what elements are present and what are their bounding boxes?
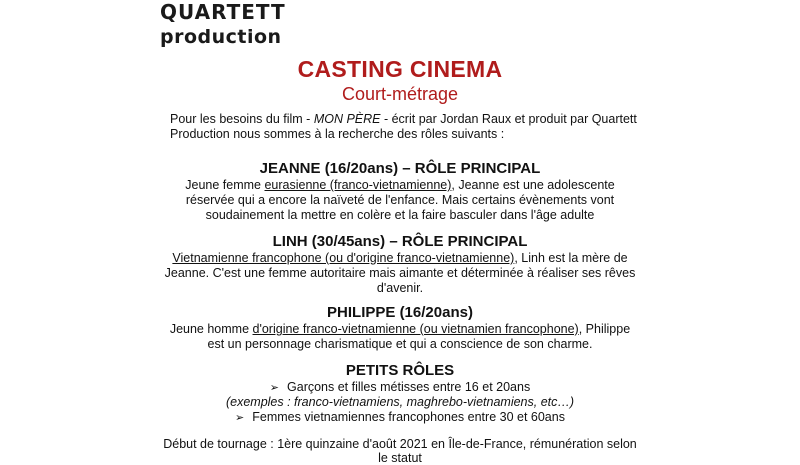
philippe-pre: Jeune homme — [169, 322, 253, 336]
petits-roles-title: PETITS RÔLES — [345, 362, 455, 379]
film-title: MON PÈRE — [313, 112, 381, 126]
role-linh-description — [160, 251, 640, 296]
petits-item-2-text: Femmes vietnamiennes francophones entre 30 et 60ans — [252, 410, 565, 424]
page-subtitle: Court-métrage — [341, 84, 459, 104]
logo-line1: QUARTETT — [160, 0, 286, 24]
petits-examples: (exemples : franco-vietnamiens, maghrebo-vietnamiens, etc…) — [225, 395, 575, 409]
role-philippe-title: PHILIPPE (16/20ans) — [327, 304, 473, 321]
cut-off-footer-line: Début de tournage : 1ère quinzaine d'août 2021 en Île-de-France, rémunération selon le statut — [163, 437, 637, 465]
philippe-post: , Philippe est un personnage charismatique et qui a conscience de son charme. — [207, 322, 631, 351]
linh-post: , Linh est la mère de Jeanne. C'est une femme autoritaire mais aimante et déterminée à réaliser ses rêves d'avenir. — [164, 251, 636, 295]
intro-post: - écrit par Jordan Raux et produit par Quartett Production nous sommes à la recherche des rôles suivants : — [170, 112, 637, 141]
role-linh-title: LINH (30/45ans) – RÔLE PRINCIPAL — [272, 233, 528, 250]
linh-origin: Vietnamienne francophone (ou d'origine franco-vietnamienne) — [172, 251, 515, 265]
petits-item-1-text: Garçons et filles métisses entre 16 et 20ans — [287, 380, 531, 394]
petits-item-2 — [0, 410, 800, 426]
role-jeanne-description — [160, 178, 640, 223]
petits-item-1 — [0, 380, 800, 396]
logo-line2: production — [160, 26, 282, 48]
quartett-logo — [160, 2, 286, 47]
intro-pre: Pour les besoins du film - — [170, 112, 314, 126]
jeanne-pre: Jeune femme — [185, 178, 265, 192]
arrow-bullet-icon: ➢ — [269, 382, 280, 394]
role-jeanne-title: JEANNE (16/20ans) – RÔLE PRINCIPAL — [259, 160, 541, 177]
page-title: CASTING CINEMA — [297, 56, 503, 82]
jeanne-post: , Jeanne est une adolescente réservée qui a encore la naïveté de l'enfance. Mais certains évènements vont soudainement la mettre en colère et la faire basculer dans l'âge adulte — [185, 178, 615, 222]
jeanne-origin: eurasienne (franco-vietnamienne) — [264, 178, 452, 192]
arrow-bullet-icon: ➢ — [235, 412, 245, 424]
intro-paragraph — [170, 112, 650, 142]
philippe-origin: d'origine franco-vietnamienne (ou vietnamien francophone) — [252, 322, 579, 336]
role-philippe-description — [160, 322, 640, 352]
